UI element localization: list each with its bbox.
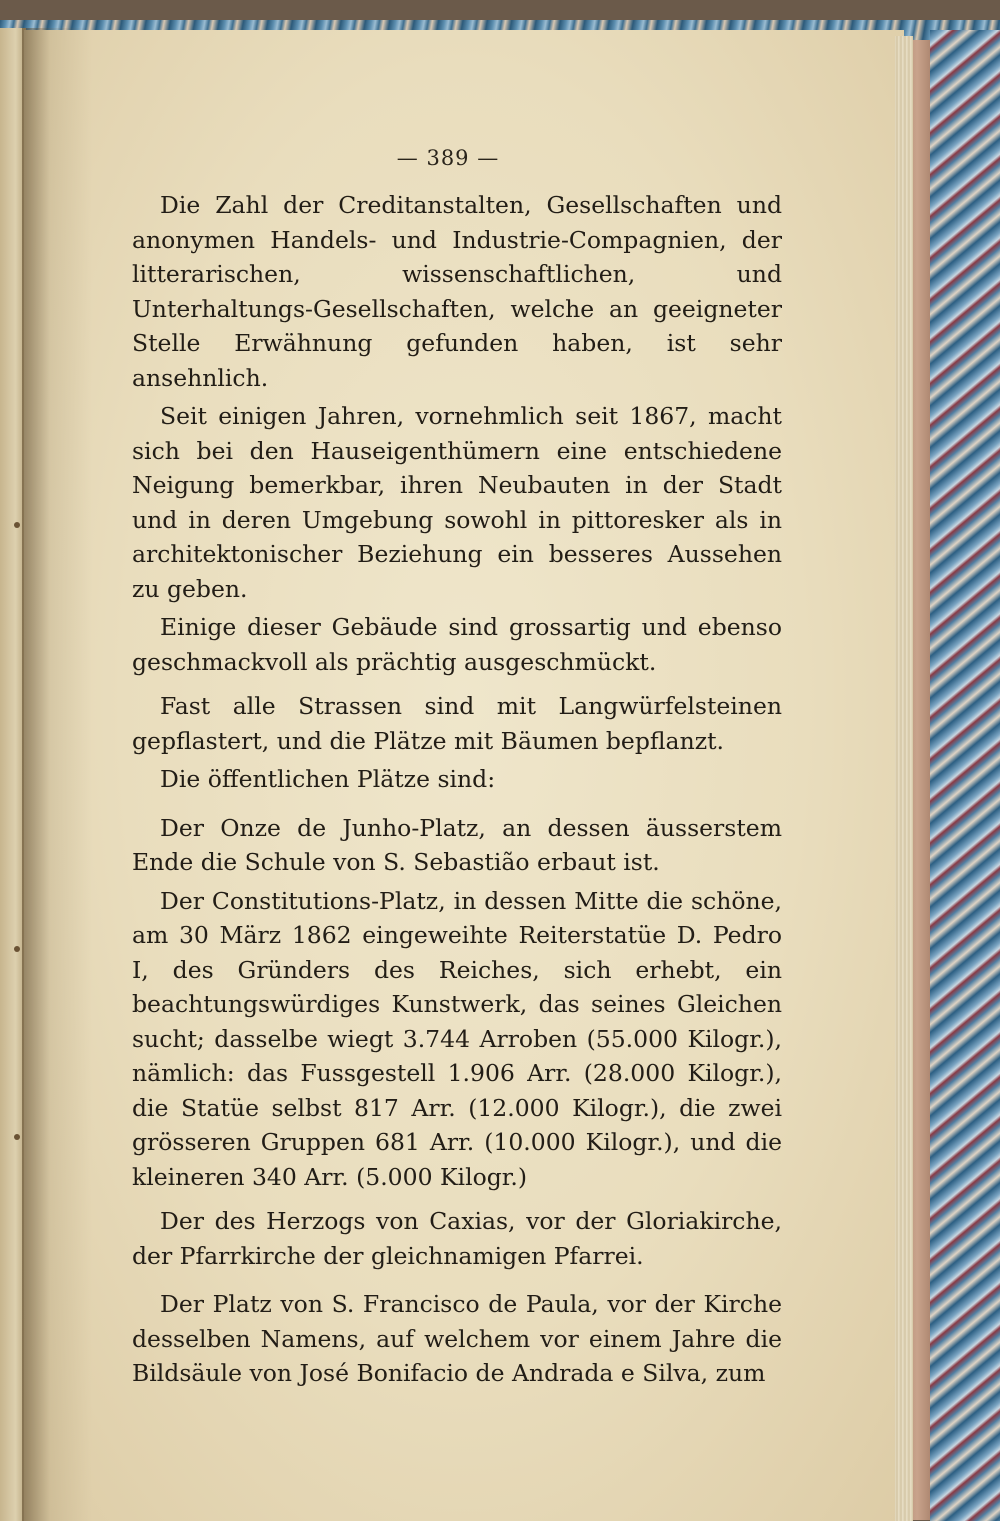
marbled-cover-right (930, 30, 1000, 1521)
binding-stitch (14, 946, 20, 952)
page-edges (895, 36, 913, 1521)
paragraph: Seit einigen Jahren, vornehmlich seit 1867, macht sich bei den Hauseigenthümern eine entschiedene Neigung bemerkbar, ihren Neubauten in der Stadt und in deren Umgebung sowohl in pittoresker als in architektonischer Beziehung ein besseres Aussehen zu geben. (132, 402, 782, 603)
paragraph: Der Platz von S. Francisco de Paula, vor der Kirche desselben Namens, auf welchem vor einem Jahre die Bildsäule von José Bonifacio de Andrada e Silva, zum (132, 1290, 782, 1387)
page-number: — 389 — (396, 146, 500, 170)
paragraph: Die Zahl der Creditanstalten, Gesellschaften und anonymen Handels- und Industrie-Compagnien, der litterarischen, wissenschaftlichen, und Unterhaltungs-Gesellschaften, welche an geeigneter Stelle Erwähnung gefunden haben, ist sehr ansehnlich. (132, 191, 782, 392)
paragraph: Fast alle Strassen sind mit Langwürfelsteinen gepflastert, und die Plätze mit Bäumen bepflanzt. (132, 692, 782, 755)
paragraph: Die öffentlichen Plätze sind: (160, 765, 496, 793)
body-text (132, 188, 782, 1391)
paragraph: Einige dieser Gebäude sind grossartig und ebenso geschmackvoll als prächtig ausgeschmückt. (132, 613, 782, 676)
paragraph: Der des Herzogs von Caxias, vor der Gloriakirche, der Pfarrkirche der gleichnamigen Pfarrei. (132, 1207, 782, 1270)
binding-stitch (14, 1134, 20, 1140)
paragraph: Der Onze de Junho-Platz, an dessen äusserstem Ende die Schule von S. Sebastião erbaut ist. (132, 813, 782, 876)
paragraph: Der Constitutions-Platz, in dessen Mitte die schöne, am 30 März 1862 eingeweihte Reiterstatüe D. Pedro I, des Gründers des Reiches, sich erhebt, ein beachtungswürdiges Kunstwerk, das seines Gleichen sucht; dasselbe wiegt 3.744 Arroben (55.000 Kilogr.), nämlich: das Fussgestell 1.906 Arr. (28.000 Kilogr.), die Statüe selbst 817 Arr. (12.000 Kilogr.), die zwei grösseren Gruppen 681 Arr. (10.000 Kilogr.), und die kleineren 340 Arr. (5.000 Kilogr.) (132, 886, 782, 1191)
binding-stitch (14, 522, 20, 528)
gutter-shadow (22, 28, 92, 1521)
